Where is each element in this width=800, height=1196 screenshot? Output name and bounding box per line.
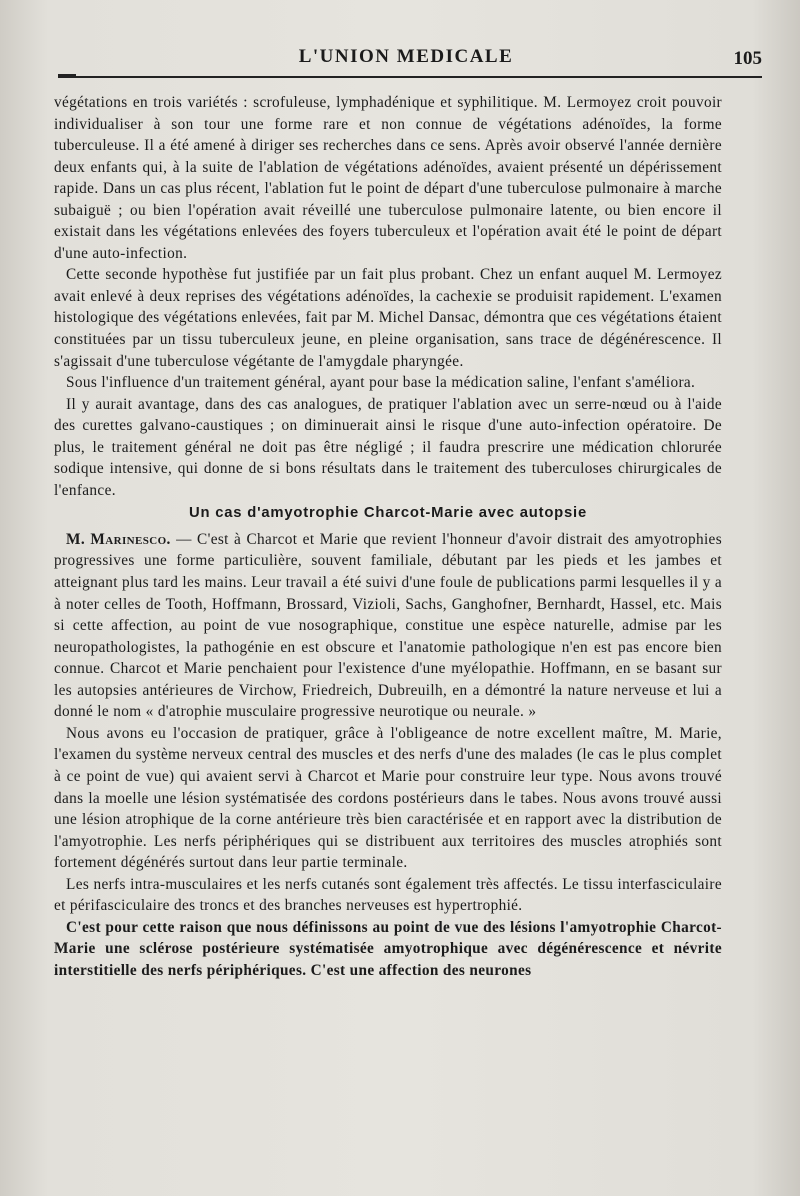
page-number: 105: [733, 48, 762, 69]
paragraph-nerves: Les nerfs intra-musculaires et les nerfs cutanés sont également très affectés. Le tissu interfasciculaire et périfasciculaire des troncs et des branches nerveuses est hypertrophié.: [54, 875, 722, 915]
header-rule: [58, 76, 762, 78]
speaker-name: M. Marinesco.: [66, 530, 171, 548]
body-text: [54, 92, 722, 981]
paragraph-marinesco-text: — C'est à Charcot et Marie que revient l'honneur d'avoir distrait des amyotrophies progressives une forme particulière, souvent familiale, débutant par les pieds et les jambes et atteignant plus tard les mains. Leur travail a été suivi d'une foule de publications parmi lesquelles il y a à noter celles de Tooth, Hoffmann, Brossard, Vizioli, Sachs, Ganghofner, Bernhardt, Hassel, etc. Mais si cette affection, au point de vue nosographique, constitue une espèce naturelle, admise par les neuropathologistes, la pathogénie en est obscure et l'anatomie pathologique n'en est pas encore bien connue. Charcot et Marie penchaient pour l'existence d'une myélopathie. Hoffmann, en se basant sur les autopsies antérieures de Virchow, Friedreich, Dubreuilh, en a démontré la nature nerveuse et lui a donné le nom « d'atrophie musculaire progressive neurotique ou neurale. »: [54, 530, 723, 721]
paragraph-marinesco: [54, 529, 722, 723]
paragraph-general-treatment: Sous l'influence d'un traitement général, ayant pour base la médication saline, l'enfant s'améliora.: [66, 374, 696, 392]
running-title: L'UNION MEDICALE: [298, 46, 514, 67]
section-heading: Un cas d'amyotrophie Charcot-Marie avec autopsie: [189, 505, 587, 522]
paragraph-ablation-advantage: Il y aurait avantage, dans des cas analogues, de pratiquer l'ablation avec un serre-nœud ou à l'aide des curettes galvano-caustiques ; on diminuerait ainsi le risque d'une auto-infection opératoire. De plus, le traitement général ne doit pas être négligé ; il faudra prescrire une médication chlorurée sodique intensive, qui donne de si bons résultats dans le traitement des tuberculoses chirurgicales de l'enfance.: [54, 395, 722, 499]
paragraph-definition: C'est pour cette raison que nous définissons au point de vue des lésions l'amyotrophie Charcot-Marie une sclérose postérieure systématisée amyotrophique avec dégénérescence et névrite interstitielle des nerfs périphériques. C'est une affection des neurones: [54, 918, 722, 979]
paragraph-vegetations-varieties: végétations en trois variétés : scrofuleuse, lymphadénique et syphilitique. M. Lermoyez croit pouvoir individualiser à son tour une forme rare et non connue de végétations adénoïdes, la forme tuberculeuse. Il a été amené à diriger ses recherches dans ce sens. Après avoir observé l'année dernière deux enfants qui, à la suite de l'ablation de végétations adénoïdes, avaient présenté un dépérissement rapide. Dans un cas plus récent, l'ablation fut le point de départ d'une tuberculose pulmonaire à marche subaiguë ; ou bien l'opération avait réveillé une tuberculose pulmonaire latente, ou bien encore il existait dans les végétations enlevées des foyers tuberculeux et l'opération avait été le point de départ d'une auto-infection.: [54, 94, 722, 262]
paragraph-second-hypothesis: Cette seconde hypothèse fut justifiée par un fait plus probant. Chez un enfant auquel M. Lermoyez avait enlevé à deux reprises des végétations adénoïdes, la cachexie se produisit rapidement. L'examen histologique des végétations enlevées, fait par M. Michel Dansac, démontra que ces végétations étaient constituées par un tissu tuberculeux jeune, en pleine organisation, sans trace de dégénérescence. Il s'agissait d'une tuberculose végétante de l'amygdale pharyngée.: [54, 266, 722, 370]
page-header: [56, 44, 762, 70]
paragraph-examination: Nous avons eu l'occasion de pratiquer, grâce à l'obligeance de notre excellent maître, M. Marie, l'examen du système nerveux central des muscles et des nerfs d'une des malades (le cas le plus complet à ce point de vue) qui avaient servi à Charcot et Marie pour construire leur type. Nous avons trouvé dans la moelle une lésion systématisée des cordons postérieurs dans le tabes. Nous avons trouvé aussi une lésion atrophique de la corne antérieure très bien caractérisée et en rapport avec la distribution de l'amyotrophie. Les nerfs périphériques qui se distribuent aux territoires des muscles atrophiés sont fortement dégénérés surtout dans leur partie terminale.: [54, 724, 722, 872]
